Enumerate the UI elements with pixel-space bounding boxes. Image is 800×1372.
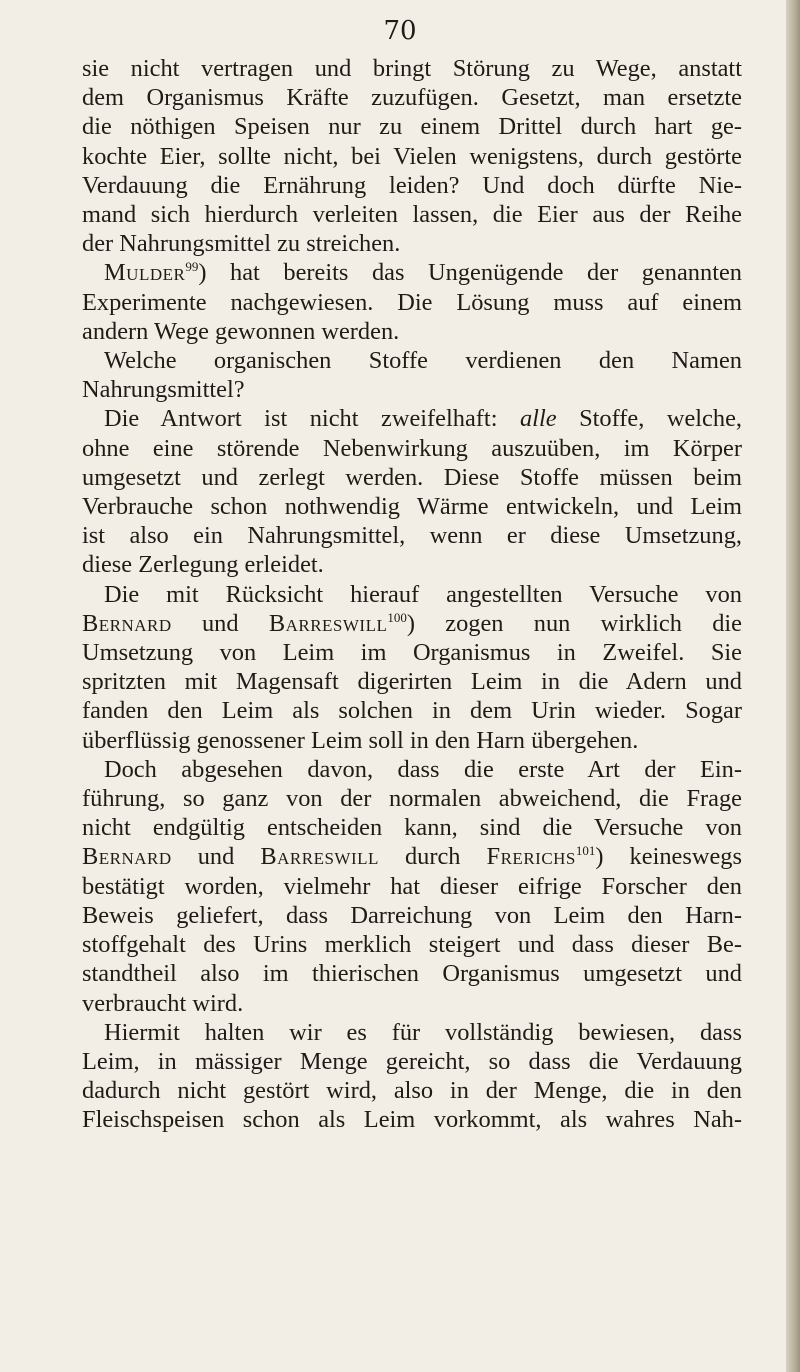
author-name-bernard: Bernard bbox=[82, 609, 172, 637]
text-line: die nöthigen Speisen nur zu einem Drittel durch hart ge- bbox=[82, 113, 742, 141]
text-line: diese Zerlegung erleidet. bbox=[82, 551, 324, 579]
text-fragment: ) zogen nun wirklich die bbox=[406, 609, 742, 637]
text-line: Die mit Rücksicht hierauf angestellten Versuche von bbox=[104, 580, 742, 608]
page-number: 70 bbox=[383, 16, 417, 46]
paragraph-4 bbox=[82, 404, 742, 579]
text-line: Umsetzung von Leim im Organismus in Zweifel. Sie bbox=[82, 639, 742, 667]
text-line: stoffgehalt des Urins merklich steigert und dass dieser Be- bbox=[82, 931, 742, 959]
text-line: Experimente nachgewiesen. Die Lösung muss auf einem bbox=[82, 288, 742, 316]
text-line bbox=[82, 609, 742, 638]
text-line: überflüssig genossener Leim soll in den Harn übergehen. bbox=[82, 726, 639, 754]
text-fragment: Die Antwort ist nicht zweifelhaft: bbox=[104, 405, 520, 433]
text-line: mand sich hierdurch verleiten lassen, die Eier aus der Reihe bbox=[82, 201, 742, 229]
paragraph-7 bbox=[82, 1018, 742, 1135]
text-line: fanden den Leim als solchen in dem Urin wieder. Sogar bbox=[82, 697, 742, 725]
page-body bbox=[82, 54, 742, 1135]
author-name-barreswill: Barreswill bbox=[260, 843, 379, 871]
author-name-barreswill: Barreswill bbox=[268, 609, 388, 637]
text-line: führung, so ganz von der normalen abweichend, die Frage bbox=[82, 785, 742, 813]
text-line bbox=[82, 404, 742, 433]
text-line: umgesetzt und zerlegt werden. Diese Stoffe müssen beim bbox=[82, 463, 742, 491]
text-line: der Nahrungsmittel zu streichen. bbox=[82, 230, 401, 258]
paragraph-1 bbox=[82, 54, 742, 258]
footnote-ref: 100 bbox=[387, 609, 407, 625]
text-line: Verdauung die Ernährung leiden? Und doch dürfte Nie- bbox=[82, 171, 742, 199]
text-line: Beweis geliefert, dass Darreichung von Leim den Harn- bbox=[82, 901, 742, 929]
text-line bbox=[82, 258, 742, 287]
text-line: Doch abgesehen davon, dass die erste Art der Ein- bbox=[104, 755, 742, 783]
text-fragment: ) hat bereits das Ungenügende der genannten bbox=[198, 259, 742, 287]
text-fragment: und bbox=[171, 843, 261, 871]
paragraph-3 bbox=[82, 346, 742, 404]
paragraph-6 bbox=[82, 755, 742, 1018]
page-edge-shadow bbox=[786, 0, 800, 1372]
text-line: andern Wege gewonnen werden. bbox=[82, 317, 400, 345]
emphasis: alle bbox=[519, 405, 557, 433]
text-line bbox=[82, 842, 742, 871]
author-name-mulder: Mulder bbox=[104, 259, 186, 287]
paragraph-2 bbox=[82, 258, 742, 346]
text-line: Leim, in mässiger Menge gereicht, so dass die Verdauung bbox=[82, 1047, 742, 1075]
text-line: spritzten mit Magensaft digerirten Leim in die Adern und bbox=[82, 668, 742, 696]
footnote-ref: 99 bbox=[185, 259, 199, 275]
text-line: standtheil also im thierischen Organismus umgesetzt und bbox=[82, 960, 742, 988]
text-line: ohne eine störende Nebenwirkung auszuüben, im Körper bbox=[82, 434, 742, 462]
author-name-bernard: Bernard bbox=[82, 843, 172, 871]
text-line: sie nicht vertragen und bringt Störung zu Wege, anstatt bbox=[82, 55, 742, 82]
text-line: Welche organischen Stoffe verdienen den Namen bbox=[104, 347, 742, 375]
text-fragment: durch bbox=[378, 843, 487, 871]
text-line: Fleischspeisen schon als Leim vorkommt, als wahres Nah- bbox=[82, 1106, 742, 1134]
text-line: Verbrauche schon nothwendig Wärme entwickeln, und Leim bbox=[82, 493, 742, 521]
text-line: dadurch nicht gestört wird, also in der Menge, die in den bbox=[82, 1077, 742, 1105]
text-line: ist also ein Nahrungsmittel, wenn er diese Umsetzung, bbox=[82, 522, 742, 550]
text-line: bestätigt worden, vielmehr hat dieser eifrige Forscher den bbox=[82, 872, 742, 900]
text-line: Nahrungsmittel? bbox=[82, 376, 245, 404]
footnote-ref: 101 bbox=[575, 843, 596, 859]
text-fragment: Stoffe, welche, bbox=[556, 405, 742, 433]
text-line: Hiermit halten wir es für vollständig bewiesen, dass bbox=[104, 1018, 742, 1046]
text-fragment: ) keineswegs bbox=[595, 843, 742, 871]
author-name-frerichs: Frerichs bbox=[486, 843, 576, 871]
text-line: kochte Eier, sollte nicht, bei Vielen wenigstens, durch gestörte bbox=[82, 142, 742, 170]
text-fragment: und bbox=[171, 609, 269, 637]
text-line: verbraucht wird. bbox=[82, 989, 244, 1017]
text-line: nicht endgültig entscheiden kann, sind die Versuche von bbox=[82, 814, 742, 842]
paragraph-5 bbox=[82, 580, 742, 755]
text-line: dem Organismus Kräfte zuzufügen. Gesetzt, man ersetzte bbox=[82, 84, 742, 112]
